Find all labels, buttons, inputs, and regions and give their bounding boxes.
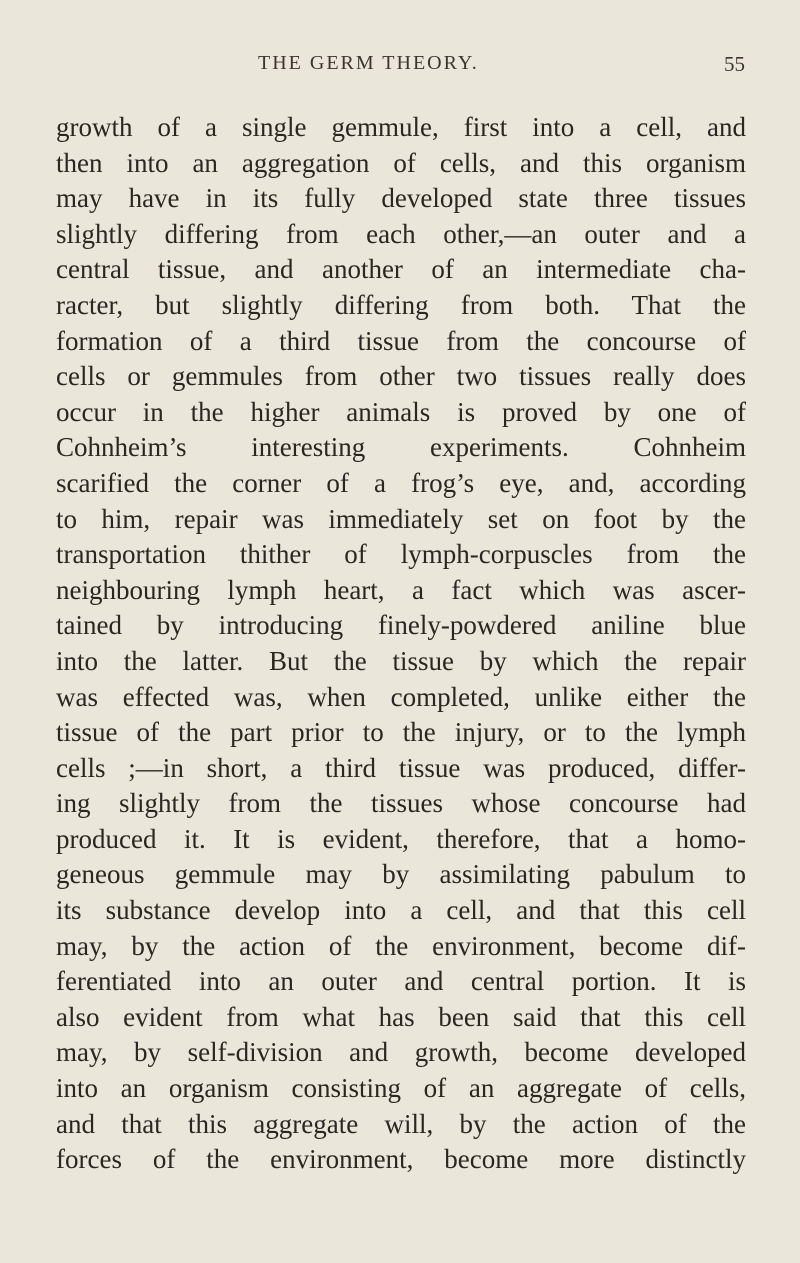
text-line: into an organism consisting of an aggregate of cells, bbox=[56, 1073, 746, 1104]
text-line: to him, repair was immediately set on foot by the bbox=[56, 503, 746, 534]
text-line: may have in its fully developed state three tissues bbox=[56, 183, 746, 214]
text-line: transportation thither of lymph-corpuscles from the bbox=[56, 539, 746, 570]
running-head bbox=[0, 52, 800, 82]
running-title: THE GERM THEORY. bbox=[258, 52, 479, 74]
text-line: may, by the action of the environment, become dif- bbox=[56, 930, 746, 961]
text-line: into the latter. But the tissue by which the repair bbox=[56, 645, 746, 676]
text-line: central tissue, and another of an intermediate cha- bbox=[56, 254, 746, 285]
text-line: occur in the higher animals is proved by one of bbox=[56, 396, 746, 427]
body-paragraph bbox=[56, 110, 746, 1178]
text-line: its substance develop into a cell, and that this cell bbox=[56, 895, 746, 926]
text-line: neighbouring lymph heart, a fact which was ascer- bbox=[56, 574, 746, 605]
text-line: growth of a single gemmule, first into a cell, and bbox=[56, 112, 746, 142]
text-line: cells or gemmules from other two tissues really does bbox=[56, 361, 746, 392]
text-line: and that this aggregate will, by the action of the bbox=[56, 1108, 746, 1139]
text-line: racter, but slightly differing from both. That the bbox=[56, 289, 746, 320]
text-line: tissue of the part prior to the injury, or to the lymph bbox=[56, 717, 746, 748]
text-line: also evident from what has been said that this cell bbox=[56, 1001, 746, 1032]
text-line: geneous gemmule may by assimilating pabulum to bbox=[56, 859, 746, 890]
text-line: then into an aggregation of cells, and this organism bbox=[56, 147, 746, 178]
text-line: Cohnheim’s interesting experiments. Cohnheim bbox=[56, 432, 746, 463]
text-line: produced it. It is evident, therefore, that a homo- bbox=[56, 823, 746, 854]
page-number: 55 bbox=[724, 52, 745, 76]
text-line: slightly differing from each other,—an outer and a bbox=[56, 218, 746, 249]
text-line: formation of a third tissue from the concourse of bbox=[56, 325, 746, 356]
text-line: tained by introducing finely-powdered aniline blue bbox=[56, 610, 746, 641]
text-line: ferentiated into an outer and central portion. It is bbox=[56, 966, 746, 997]
text-line: scarified the corner of a frog’s eye, and, according bbox=[56, 467, 746, 498]
text-line: was effected was, when completed, unlike either the bbox=[56, 681, 746, 712]
text-line: cells ;—in short, a third tissue was produced, differ- bbox=[56, 752, 746, 783]
text-line: ing slightly from the tissues whose concourse had bbox=[56, 788, 746, 819]
text-line: forces of the environment, become more distinctly bbox=[56, 1144, 746, 1175]
text-line: may, by self-division and growth, become developed bbox=[56, 1037, 746, 1068]
